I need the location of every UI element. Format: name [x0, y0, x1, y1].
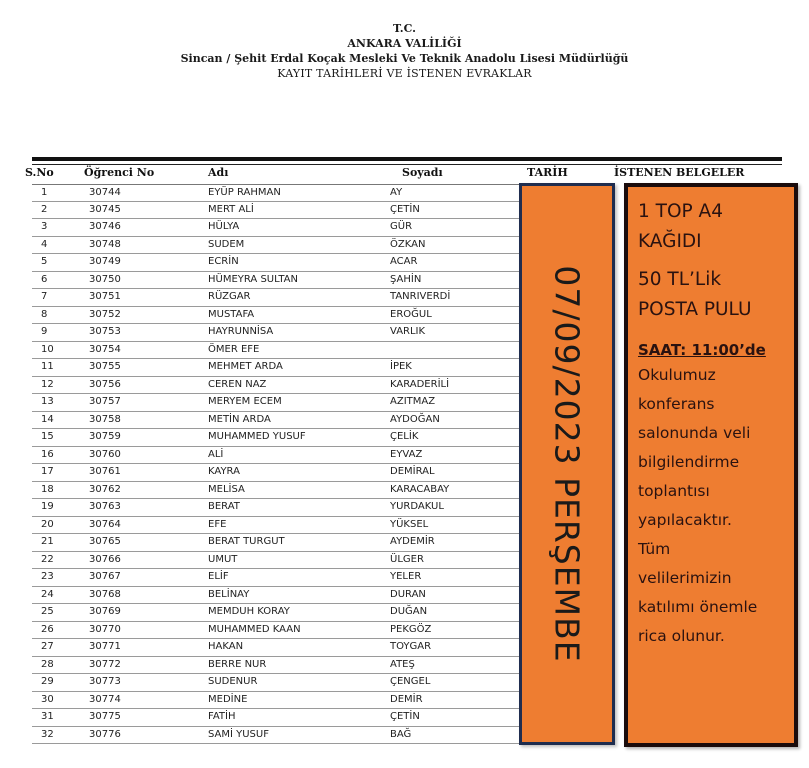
table-row	[32, 307, 522, 325]
table-row	[32, 674, 522, 692]
row-ogrenci-no: 30757	[89, 396, 121, 407]
row-ogrenci-no: 30770	[89, 623, 121, 635]
meeting-note-line: salonunda veli	[638, 424, 751, 442]
row-adi: ECRİN	[208, 256, 239, 267]
row-adi: CEREN NAZ	[208, 378, 267, 390]
row-soyadi: ÖZKAN	[390, 238, 426, 250]
row-soyadi: TOYGAR	[390, 641, 432, 652]
table-row	[32, 499, 522, 517]
header-rule-thick	[32, 157, 782, 161]
row-ogrenci-no: 30764	[89, 518, 121, 530]
row-ogrenci-no: 30746	[89, 221, 121, 232]
col-header-adi: Adı	[208, 166, 229, 179]
doc-item-line: 50 TL’Lik	[638, 269, 722, 290]
row-soyadi: ŞAHİN	[390, 273, 422, 285]
row-soyadi: PEKGÖZ	[390, 623, 432, 635]
row-adi: HÜMEYRA SULTAN	[208, 273, 298, 285]
row-soyadi: KARADERİLİ	[390, 378, 450, 390]
row-ogrenci-no: 30745	[89, 203, 121, 215]
table-row	[32, 219, 522, 237]
row-soyadi: DEMİR	[390, 693, 423, 705]
row-adi: HAYRUNNİSA	[208, 326, 274, 337]
row-soyadi: İPEK	[390, 361, 412, 372]
col-header-istenen-belgeler: İSTENEN BELGELER	[614, 166, 745, 179]
row-sno: 6	[41, 273, 48, 285]
col-header-sno: S.No	[25, 166, 54, 179]
row-adi: BELİNAY	[208, 588, 250, 600]
date-box	[519, 183, 615, 745]
meeting-note-line: yapılacaktır.	[638, 511, 732, 529]
row-sno: 4	[41, 238, 48, 250]
row-adi: SAMİ YUSUF	[208, 728, 269, 740]
row-soyadi: DUĞAN	[390, 606, 428, 617]
registration-date: 07/09/2023 PERŞEMBE	[547, 265, 587, 663]
row-soyadi: VARLIK	[390, 326, 426, 337]
row-ogrenci-no: 30756	[89, 378, 121, 390]
meeting-note-line: rica olunur.	[638, 627, 725, 645]
row-sno: 30	[41, 693, 54, 705]
table-row	[32, 237, 522, 255]
row-soyadi: YELER	[390, 571, 422, 582]
row-ogrenci-no: 30766	[89, 553, 121, 565]
row-adi: ÖMER EFE	[208, 343, 260, 355]
table-row	[32, 359, 522, 377]
row-soyadi: ACAR	[390, 256, 418, 267]
row-sno: 14	[41, 413, 54, 425]
row-adi: MEHMET ARDA	[208, 361, 283, 372]
row-soyadi: YURDAKUL	[390, 501, 444, 512]
row-ogrenci-no: 30774	[89, 693, 121, 705]
row-adi: UMUT	[208, 553, 238, 565]
header-rule-thin	[32, 164, 782, 165]
row-ogrenci-no: 30760	[89, 448, 121, 460]
row-sno: 19	[41, 501, 54, 512]
row-ogrenci-no: 30769	[89, 606, 121, 617]
table-row	[32, 202, 522, 220]
row-adi: RÜZGAR	[208, 291, 251, 302]
table-row	[32, 604, 522, 622]
row-adi: MUSTAFA	[208, 308, 255, 320]
required-documents-box	[624, 183, 798, 747]
row-sno: 1	[41, 187, 48, 198]
row-adi: MEDİNE	[208, 693, 248, 705]
row-adi: BERAT TURGUT	[208, 536, 285, 547]
table-row	[32, 587, 522, 605]
row-soyadi: BAĞ	[390, 728, 412, 740]
row-soyadi: ÇENGEL	[390, 676, 431, 687]
row-ogrenci-no: 30750	[89, 273, 121, 285]
row-sno: 13	[41, 396, 54, 407]
header-school: Sincan / Şehit Erdal Koçak Mesleki Ve Teknik Anadolu Lisesi Müdürlüğü	[180, 52, 629, 65]
table-row	[32, 692, 522, 710]
table-row	[32, 517, 522, 535]
table-row	[32, 569, 522, 587]
row-ogrenci-no: 30752	[89, 308, 121, 320]
row-sno: 15	[41, 431, 54, 442]
row-ogrenci-no: 30767	[89, 571, 121, 582]
row-soyadi: TANRIVERDİ	[390, 291, 451, 302]
row-adi: HÜLYA	[208, 221, 240, 232]
row-sno: 8	[41, 308, 48, 320]
row-ogrenci-no: 30754	[89, 343, 121, 355]
meeting-note-line: katılımı önemle	[638, 598, 758, 616]
row-sno: 18	[41, 483, 54, 495]
table-row	[32, 534, 522, 552]
meeting-note-line: Okulumuz	[638, 366, 716, 384]
meeting-note-line: bilgilendirme	[638, 453, 740, 471]
row-ogrenci-no: 30744	[89, 187, 121, 198]
row-sno: 11	[41, 361, 54, 372]
row-adi: MEMDUH KORAY	[208, 606, 290, 617]
row-adi: MERYEM ECEM	[208, 396, 282, 407]
row-adi: HAKAN	[208, 641, 244, 652]
doc-item-line: POSTA PULU	[638, 299, 752, 320]
row-adi: KAYRA	[208, 466, 240, 477]
row-ogrenci-no: 30768	[89, 588, 121, 600]
row-soyadi: ÇETİN	[390, 203, 420, 215]
table-row	[32, 622, 522, 640]
row-sno: 20	[41, 518, 54, 530]
table-row	[32, 464, 522, 482]
row-ogrenci-no: 30765	[89, 536, 121, 547]
row-ogrenci-no: 30748	[89, 238, 121, 250]
meeting-note-line: toplantısı	[638, 482, 710, 500]
row-ogrenci-no: 30775	[89, 711, 121, 722]
col-header-tarih: TARİH	[527, 166, 568, 179]
row-ogrenci-no: 30755	[89, 361, 121, 372]
row-adi: SUDENUR	[208, 676, 258, 687]
header-valilik: ANKARA VALİLİĞİ	[347, 37, 462, 50]
row-ogrenci-no: 30762	[89, 483, 121, 495]
row-adi: MERT ALİ	[208, 203, 254, 215]
row-sno: 26	[41, 623, 54, 635]
row-sno: 17	[41, 466, 54, 477]
row-ogrenci-no: 30773	[89, 676, 121, 687]
row-soyadi: EROĞUL	[390, 308, 432, 320]
col-header-soyadi: Soyadı	[402, 166, 443, 179]
row-soyadi: YÜKSEL	[390, 518, 429, 530]
table-row	[32, 482, 522, 500]
row-ogrenci-no: 30776	[89, 728, 121, 740]
row-sno: 25	[41, 606, 54, 617]
row-adi: FATİH	[208, 711, 236, 722]
row-soyadi: DURAN	[390, 588, 426, 600]
row-adi: MELİSA	[208, 483, 245, 495]
table-row	[32, 639, 522, 657]
row-soyadi: ÇETİN	[390, 711, 420, 722]
table-row	[32, 272, 522, 290]
row-adi: EFE	[208, 518, 227, 530]
table-row	[32, 709, 522, 727]
table-row	[32, 657, 522, 675]
row-ogrenci-no: 30749	[89, 256, 121, 267]
row-sno: 32	[41, 728, 54, 740]
col-header-ogrenci-no: Öğrenci No	[84, 166, 155, 179]
row-adi: ELİF	[208, 571, 229, 582]
meeting-note	[638, 361, 794, 651]
table-row	[32, 447, 522, 465]
row-ogrenci-no: 30758	[89, 413, 121, 425]
doc-item-line: KAĞIDI	[638, 231, 702, 252]
row-adi: METİN ARDA	[208, 413, 271, 425]
row-adi: SUDEM	[208, 238, 245, 250]
row-soyadi: KARACABAY	[390, 483, 450, 495]
row-ogrenci-no: 30763	[89, 501, 121, 512]
row-sno: 2	[41, 203, 48, 215]
row-sno: 22	[41, 553, 54, 565]
row-ogrenci-no: 30772	[89, 658, 121, 670]
table-row	[32, 394, 522, 412]
row-adi: MUHAMMED YUSUF	[208, 431, 306, 442]
row-sno: 5	[41, 256, 48, 267]
row-sno: 12	[41, 378, 54, 390]
meeting-note-line: konferans	[638, 395, 715, 413]
row-sno: 29	[41, 676, 54, 687]
row-soyadi: ÇELİK	[390, 431, 419, 442]
table-row	[32, 429, 522, 447]
row-soyadi: AZITMAZ	[390, 396, 436, 407]
row-soyadi: AYDEMİR	[390, 536, 435, 547]
doc-item-line: 1 TOP A4	[638, 201, 723, 222]
row-ogrenci-no: 30759	[89, 431, 121, 442]
row-ogrenci-no: 30751	[89, 291, 121, 302]
table-row	[32, 324, 522, 342]
meeting-note-line: velilerimizin	[638, 569, 732, 587]
meeting-time: SAAT: 11:00’de	[638, 341, 766, 359]
table-row	[32, 254, 522, 272]
row-adi: BERAT	[208, 501, 240, 512]
row-ogrenci-no: 30753	[89, 326, 121, 337]
row-adi: EYÜP RAHMAN	[208, 187, 281, 198]
table-row	[32, 184, 522, 202]
row-adi: ALİ	[208, 448, 224, 460]
row-soyadi: AYDOĞAN	[390, 413, 440, 425]
row-sno: 23	[41, 571, 54, 582]
header-doc-title: KAYIT TARİHLERİ VE İSTENEN EVRAKLAR	[277, 67, 532, 80]
table-row	[32, 412, 522, 430]
row-sno: 10	[41, 343, 54, 355]
row-soyadi: EYVAZ	[390, 448, 423, 460]
header-tc: T.C.	[393, 22, 416, 35]
row-ogrenci-no: 30771	[89, 641, 121, 652]
row-sno: 3	[41, 221, 48, 232]
table-row	[32, 342, 522, 360]
row-sno: 7	[41, 291, 48, 302]
row-soyadi: ÜLGER	[390, 553, 424, 565]
student-table	[32, 184, 522, 744]
row-soyadi: GÜR	[390, 221, 413, 232]
row-sno: 16	[41, 448, 54, 460]
row-ogrenci-no: 30761	[89, 466, 121, 477]
row-soyadi: DEMİRAL	[390, 466, 435, 477]
row-sno: 28	[41, 658, 54, 670]
row-sno: 27	[41, 641, 54, 652]
table-row	[32, 552, 522, 570]
row-adi: MUHAMMED KAAN	[208, 623, 301, 635]
meeting-note-line: Tüm	[638, 540, 671, 558]
row-soyadi: ATEŞ	[390, 658, 415, 670]
row-sno: 24	[41, 588, 54, 600]
table-row	[32, 727, 522, 745]
row-sno: 31	[41, 711, 54, 722]
row-soyadi: AY	[390, 187, 403, 198]
table-row	[32, 377, 522, 395]
row-adi: BERRE NUR	[208, 658, 267, 670]
row-sno: 9	[41, 326, 48, 337]
table-row	[32, 289, 522, 307]
row-sno: 21	[41, 536, 54, 547]
